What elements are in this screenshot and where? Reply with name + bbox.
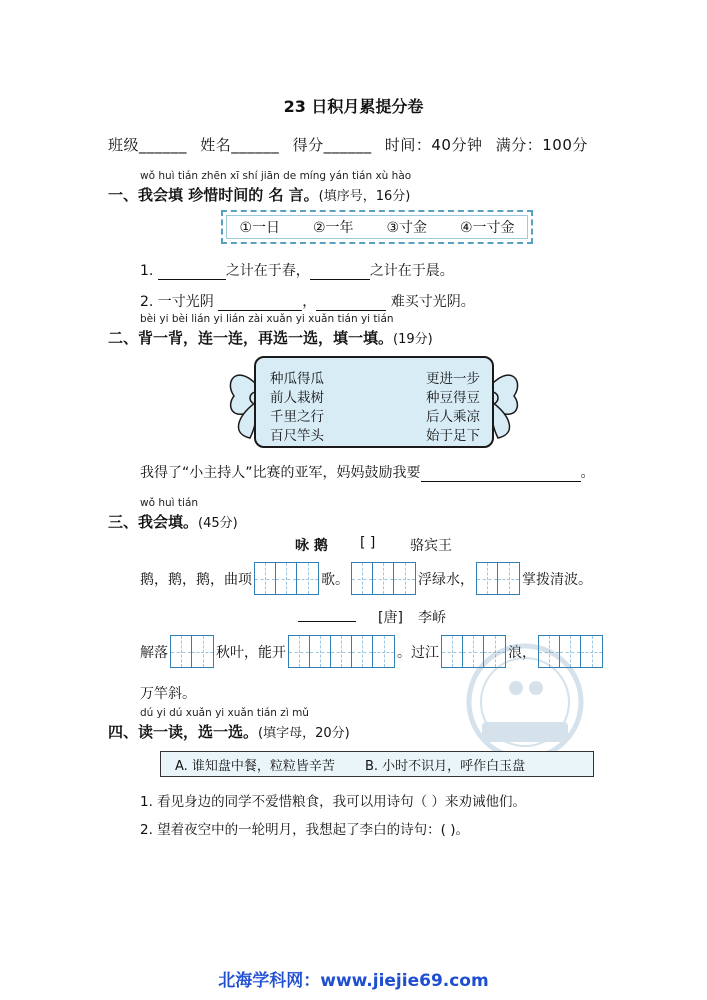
exam-header: [108, 134, 596, 155]
section4-question-2: 2. 望着夜空中的一轮明月，我想起了李白的诗句：( )。: [140, 822, 469, 838]
q2-text-end: 难买寸光阴。: [390, 294, 475, 310]
line2-text-b: 秋叶，能开: [216, 644, 286, 661]
option-1: ①一日: [239, 220, 281, 236]
section1-options-box: [221, 210, 533, 244]
left-phrase-2[interactable]: 前人栽树: [270, 390, 324, 406]
line1-grid-1[interactable]: [254, 562, 319, 595]
poem1-line: [140, 562, 592, 595]
line1-grid-3[interactable]: [476, 562, 520, 595]
option-2: ②一年: [312, 220, 354, 236]
sentence-text: 我得了“小主持人”比赛的亚军，妈妈鼓励我要: [140, 465, 421, 481]
line2-text-c: 。过江: [397, 644, 439, 661]
full-score-label: 满分：100分: [495, 136, 588, 154]
section4-title: 四、读一读，选一选。: [108, 723, 259, 741]
right-phrase-2[interactable]: 种豆得豆: [426, 390, 480, 406]
q2-text-mid: ，: [302, 294, 317, 310]
option-4: ④一寸金: [459, 220, 515, 236]
time-label: 时间：40分钟: [384, 136, 483, 154]
q1-text-mid: 之计在于春，: [225, 263, 310, 279]
q1-text-end: 之计在于晨。: [369, 263, 454, 279]
poem1-author: 骆宾王: [410, 538, 452, 554]
name-field[interactable]: 姓名______: [200, 136, 280, 154]
section1-question-1: [140, 260, 454, 280]
line2-text-d: 浪，: [508, 644, 536, 661]
q1-number: 1.: [140, 263, 154, 279]
class-field[interactable]: 班级______: [108, 136, 188, 154]
poem2-dynasty: [唐]: [378, 610, 403, 626]
poem2-line-end: 万竿斜。: [140, 686, 196, 702]
sentence-period: 。: [580, 465, 595, 481]
q1-blank-2[interactable]: [310, 265, 370, 280]
line2-grid-1[interactable]: [170, 635, 214, 668]
poem2-author: 李峤: [418, 610, 446, 626]
line1-text-d: 掌拨清波。: [522, 571, 592, 588]
choice-a[interactable]: A. 谁知盘中餐，粒粒皆辛苦: [175, 758, 335, 774]
right-phrase-1[interactable]: 更进一步: [426, 371, 480, 387]
line1-text-c: 浮绿水，: [418, 571, 474, 588]
left-phrase-4[interactable]: 百尺竿头: [270, 428, 324, 444]
left-phrase-1[interactable]: 种瓜得瓜: [270, 371, 324, 387]
left-phrase-3[interactable]: 千里之行: [270, 409, 324, 425]
poem2-title-blank[interactable]: [298, 621, 356, 622]
section2-score: (19分): [393, 332, 433, 347]
right-phrase-4[interactable]: 始于足下: [426, 428, 480, 444]
q1-blank-1[interactable]: [158, 265, 226, 280]
section3-title: 三、我会填。: [108, 513, 199, 531]
q2-blank-2[interactable]: [316, 296, 386, 311]
choice-b[interactable]: B. 小时不识月，呼作白玉盘: [364, 758, 526, 774]
section1-heading: [108, 184, 410, 205]
section4-pinyin: dú yi dú xuǎn yi xuǎn tián zì mǔ: [140, 707, 309, 719]
sentence-blank[interactable]: [421, 467, 581, 482]
line1-text-b: 歌。: [321, 571, 349, 588]
q2-blank-1[interactable]: [218, 296, 302, 311]
option-3: ③寸金: [386, 220, 428, 236]
section1-score: (填序号，16分): [318, 189, 411, 204]
section2-heading: [108, 327, 433, 348]
section1-question-2: [140, 291, 475, 311]
section4-score: (填字母，20分): [258, 726, 350, 741]
q2-text-start: 2. 一寸光阴: [140, 294, 214, 310]
section3-pinyin: wǒ huì tián: [140, 497, 199, 509]
line2-grid-2[interactable]: [288, 635, 395, 668]
section3-heading: [108, 511, 238, 532]
watermark-logo: [458, 640, 592, 764]
section2-title: 二、背一背，连一连，再选一选，填一填。: [108, 329, 394, 347]
right-phrase-3[interactable]: 后人乘凉: [426, 409, 480, 425]
poem1-author-blank[interactable]: [ ]: [360, 535, 376, 551]
section1-title: 一、我会填 珍惜时间的 名 言。: [108, 186, 319, 204]
score-field[interactable]: 得分______: [292, 136, 372, 154]
line2-text-a: 解落: [140, 644, 168, 661]
section2-pinyin: bèi yi bèi lián yi lián zài xuǎn yi xuǎn tián yi tián: [140, 313, 394, 325]
section2-sentence: [140, 462, 595, 482]
section3-score: (45分): [198, 516, 238, 531]
footer-website[interactable]: 北海学科网：www.jiejie69.com: [218, 971, 489, 991]
line1-text-a: 鹅，鹅，鹅，曲项: [140, 571, 252, 588]
section4-choices-box: [160, 751, 594, 777]
section4-question-1: 1. 看见身边的同学不爱惜粮食，我可以用诗句（ ）来劝诫他们。: [140, 794, 526, 810]
line1-grid-2[interactable]: [351, 562, 416, 595]
section1-pinyin: wǒ huì tián zhēn xī shí jiān de míng yán tián xù hào: [140, 170, 412, 182]
page-title: 23 日积月累提分卷: [283, 97, 424, 116]
poem1-title: 咏 鹅: [295, 538, 328, 554]
section4-heading: [108, 721, 350, 742]
